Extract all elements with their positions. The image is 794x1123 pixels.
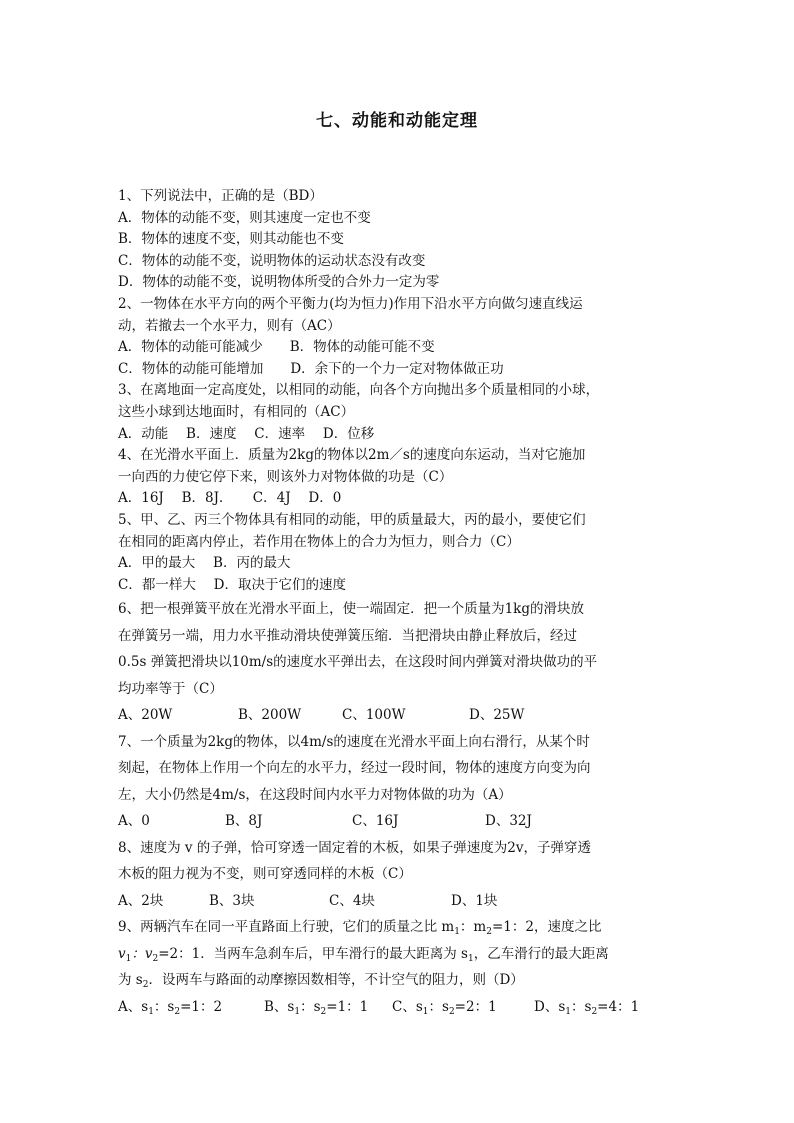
opt-text: =2：1 [454,998,497,1015]
opt-text: D、s [534,998,566,1015]
opt-text: ：s [153,998,175,1015]
opt-text: ：s [428,998,449,1015]
options-ab: A．物体的动能可能减少 B．物体的动能可能不变 [118,339,435,356]
question-5 [118,510,678,596]
opt-text: =1：1 [326,998,369,1015]
question-8 [118,835,678,915]
option-c: C、4块 [329,892,375,909]
stem-text: ：m [459,919,487,936]
subscript: 1 [148,1006,154,1017]
opt-text: B、s [264,998,295,1015]
subscript: 1 [294,1006,301,1017]
question-stem-cont: 0.5s 弹簧把滑块以10m/s的速度水平弹出去，在这段时间内弹簧对滑块做功的平 [118,654,598,671]
option-a: A．物体的动能不变，则其速度一定也不变 [118,209,371,226]
option-c: C、100W [342,707,406,724]
option-b: B、8J [225,813,263,830]
subscript: 1 [125,953,132,964]
question-4 [118,445,678,510]
options [118,808,678,835]
question-7 [118,729,678,835]
question-6 [118,596,678,729]
opt-text: =4：1 [597,998,640,1015]
options-ab: A．甲的最大 B．丙的最大 [118,555,291,572]
stem-text: =2：1．当两车急刹车后，甲车滑行的最大距离为 s [158,945,468,962]
question-stem-cont: 这些小球到达地面时，有相同的（AC） [118,403,355,420]
option-a: A、2块 [118,892,164,909]
opt-text: ：s [571,998,592,1015]
question-stem: 5、甲、乙、丙三个物体具有相同的动能，甲的质量最大，丙的最小，要使它们 [118,511,586,528]
question-stem [118,914,678,941]
question-stem: 6、把一根弹簧平放在光滑水平面上，使一端固定．把一个质量为1kg的滑块放 [118,601,584,618]
option-c: C．物体的动能不变，说明物体的运动状态没有改变 [118,252,426,269]
question-list [118,186,678,1020]
stem-text: =1：2，速度之比 [491,919,602,936]
opt-text: A、s [118,998,149,1015]
option-a: A、20W [118,707,173,724]
question-9 [118,914,678,1020]
question-2 [118,294,678,380]
options-cd: C．都一样大 D．取决于它们的速度 [118,576,346,593]
option-b: B．物体的速度不变，则其动能也不变 [118,231,344,248]
option-a [118,994,264,1021]
question-3 [118,380,678,445]
question-stem-cont: 一向西的力使它停下来，则该外力对物体做的功是（C） [118,468,453,485]
question-stem-cont: 均功率等于（C） [118,680,223,697]
options: A．16J B．8J． C．4J D．0 [118,490,342,507]
question-stem: 2、一物体在水平方向的两个平衡力(均为恒力)作用下沿水平方向做匀速直线运 [118,295,583,312]
subscript: 1 [422,1006,429,1017]
option-d: D．物体的动能不变，说明物体所受的合外力一定为零 [118,274,440,291]
question-stem-cont: 动，若撤去一个水平力，则有（AC） [118,317,341,334]
option-c: C、16J [352,813,399,830]
question-stem-cont [118,941,678,968]
subscript: 2 [448,1006,455,1017]
option-b: B、200W [238,707,302,724]
question-stem: 3、在离地面一定高度处，以相同的动能，向各个方向抛出多个质量相同的小球， [118,382,600,399]
option-b: B、3块 [209,892,255,909]
opt-text: =1：2 [180,998,223,1015]
subscript: 1 [565,1006,571,1017]
stem-text: 9、两辆汽车在同一平直路面上行驶，它们的质量之比 m [118,919,455,936]
question-stem-cont: 在相同的距离内停止，若作用在物体上的合力为恒力，则合力（C） [118,533,520,550]
option-d [534,994,639,1021]
subscript: 2 [142,980,149,991]
subscript: 2 [486,927,492,938]
stem-text: 为 s [118,972,143,989]
option-d: D、1块 [451,892,498,909]
question-1 [118,186,678,294]
options: A．动能 B．速度 C．速率 D．位移 [118,425,375,442]
question-stem: 4、在光滑水平面上．质量为2kg的物体以2m／s的速度向东运动，当对它施加 [118,447,586,464]
question-stem: 8、速度为 v 的子弹，恰可穿透一固定着的木板，如果子弹速度为2v，子弹穿透 [118,839,592,856]
opt-text: C、s [392,998,423,1015]
subscript: 2 [320,1006,327,1017]
question-stem-cont: 刻起，在物体上作用一个向左的水平力，经过一段时间，物体的速度方向变为向 [118,760,591,777]
question-stem-cont [118,967,678,994]
stem-text: v [118,945,126,962]
options-cd: C．物体的动能可能增加 D．余下的一个力一定对物体做正功 [118,360,504,377]
option-a: A、0 [118,813,150,830]
question-stem: 7、一个质量为2kg的物体，以4m/s的速度在光滑水平面上向右滑行，从某个时 [118,733,590,750]
question-stem-cont: 左，大小仍然是4m/s，在这段时间内水平力对物体做的功为（A） [118,786,512,803]
subscript: 2 [152,953,159,964]
question-stem: 1、下列说法中，正确的是（BD） [118,188,323,204]
options [118,702,678,729]
question-stem-cont: 在弹簧另一端，用力水平推动滑块使弹簧压缩．当把滑块由静止释放后，经过 [118,627,577,644]
subscript: 1 [467,953,474,964]
option-c [392,994,534,1021]
subscript: 2 [174,1006,181,1017]
option-d: D、25W [469,707,525,724]
page-title: 七、动能和动能定理 [316,111,478,131]
option-d: D、32J [485,813,532,830]
question-stem-cont: 木板的阻力视为不变，则可穿透同样的木板（C） [118,866,412,883]
stem-text: ：v [131,945,153,962]
subscript: 1 [454,927,460,938]
stem-text: ，乙车滑行的最大距离 [473,945,609,962]
options [118,994,678,1021]
subscript: 2 [591,1006,598,1017]
opt-text: ：s [300,998,321,1015]
option-b [264,994,392,1021]
options [118,888,678,915]
stem-text: ．设两车与路面的动摩擦因数相等，不计空气的阻力，则（D） [148,972,524,989]
